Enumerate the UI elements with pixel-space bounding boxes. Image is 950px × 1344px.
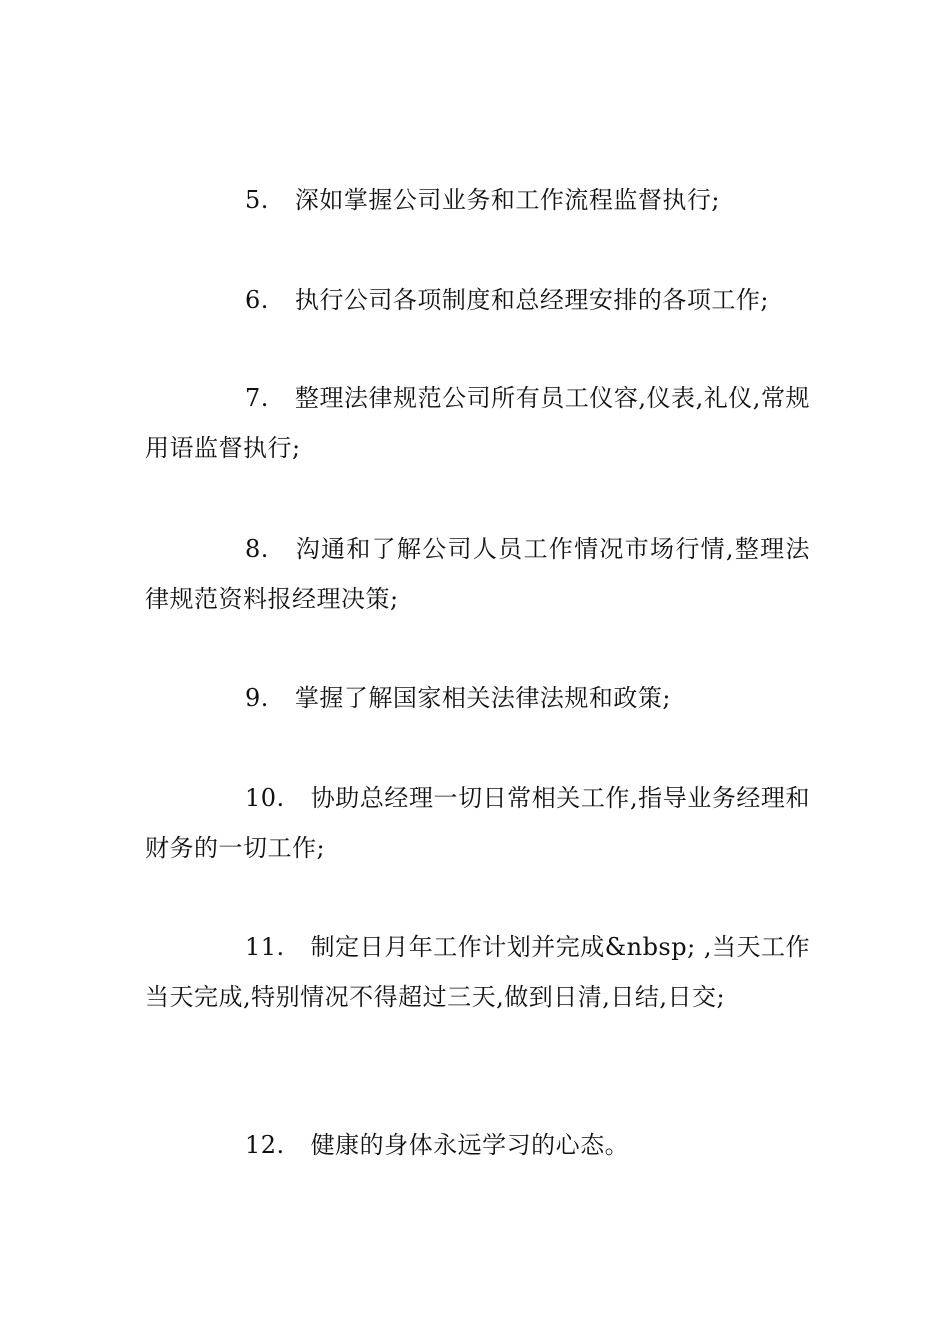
list-item-8 [145,524,810,624]
item-text: 执行公司各项制度和总经理安排的各项工作; [294,286,769,314]
item-text: 健康的身体永远学习的心态。 [310,1131,630,1159]
item-text: 深如掌握公司业务和工作流程监督执行; [294,186,720,214]
list-item-10 [145,773,810,873]
list-item-11 [145,922,810,1022]
list-item-6 [145,275,810,325]
list-item-12 [145,1120,810,1170]
item-number: 12. [245,1131,285,1159]
item-number: 11. [245,933,285,961]
item-number: 9. [245,684,269,712]
item-text: 掌握了解国家相关法律法规和政策; [294,684,671,712]
item-number: 6. [245,286,269,314]
list-item-7 [145,373,810,473]
item-number: 5. [245,186,269,214]
item-text: 协助总经理一切日常相关工作,指导业务经理和财务的一切工作; [145,784,810,862]
list-item-5 [145,175,810,225]
item-number: 8. [245,535,269,563]
list-item-9 [145,673,810,723]
item-text: 整理法律规范公司所有员工仪容,仪表,礼仪,常规用语监督执行; [145,384,810,462]
item-number: 10. [245,784,285,812]
item-text: 制定日月年工作计划并完成&nbsp; ,当天工作当天完成,特别情况不得超过三天,做到日清,日结,日交; [145,933,810,1011]
item-number: 7. [245,384,269,412]
item-text: 沟通和了解公司人员工作情况市场行情,整理法律规范资料报经理决策; [145,535,810,613]
